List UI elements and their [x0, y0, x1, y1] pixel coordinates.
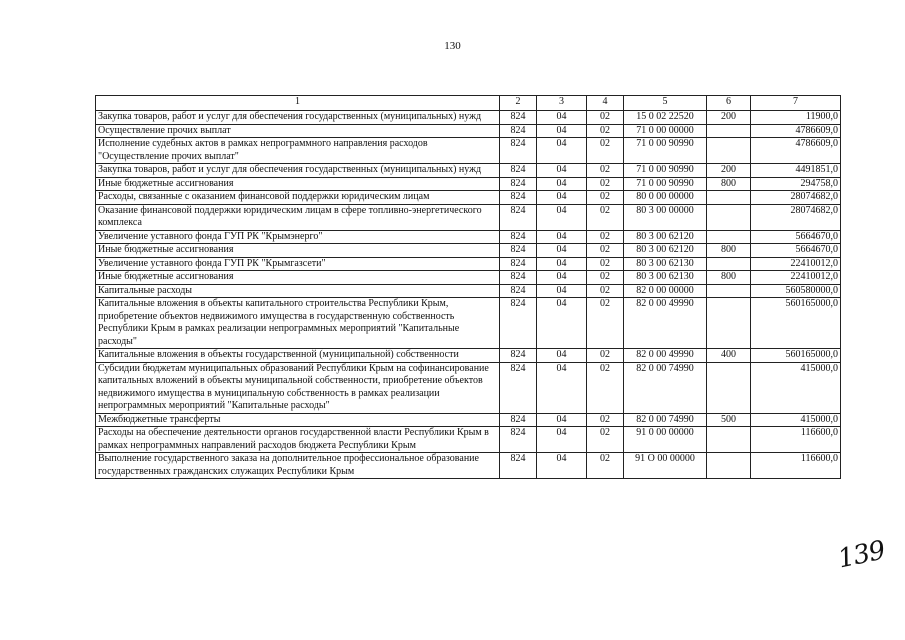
- row-section: 04: [537, 230, 587, 244]
- row-admin-code: 824: [500, 284, 537, 298]
- header-col-6: 6: [707, 96, 751, 111]
- row-amount: 560580000,0: [751, 284, 841, 298]
- row-section: 04: [537, 204, 587, 230]
- row-target-article: 80 3 00 62120: [624, 244, 707, 258]
- row-subsection: 02: [587, 124, 624, 138]
- header-col-2: 2: [500, 96, 537, 111]
- row-amount: 116600,0: [751, 427, 841, 453]
- row-target-article: 80 3 00 62130: [624, 257, 707, 271]
- table-row: [96, 164, 841, 178]
- row-admin-code: 824: [500, 124, 537, 138]
- row-expense-type: 400: [707, 349, 751, 363]
- row-name: Увеличение уставного фонда ГУП РК "Крымгазсети": [96, 257, 500, 271]
- row-amount: 4491851,0: [751, 164, 841, 178]
- row-section: 04: [537, 111, 587, 125]
- row-target-article: 71 0 00 90990: [624, 138, 707, 164]
- row-subsection: 02: [587, 204, 624, 230]
- row-expense-type: 800: [707, 177, 751, 191]
- row-amount: 560165000,0: [751, 349, 841, 363]
- row-section: 04: [537, 138, 587, 164]
- row-expense-type: 800: [707, 271, 751, 285]
- page-number: 130: [444, 40, 461, 52]
- handwritten-page-number: 139: [835, 535, 888, 575]
- row-name: Субсидии бюджетам муниципальных образований Республики Крым на софинансирование капитальных вложений в объекты муниципальной собственности, приобретение объектов недвижимого имущества в муниципальную собственность в рамках реализации непрограммных мероприятий "Капитальные расходы": [96, 362, 500, 413]
- row-name: Выполнение государственного заказа на дополнительное профессиональное образование государственных гражданских служащих Республики Крым: [96, 453, 500, 479]
- row-amount: 28074682,0: [751, 204, 841, 230]
- row-admin-code: 824: [500, 271, 537, 285]
- row-name: Капитальные вложения в объекты капитального строительства Республики Крым, приобретение объектов недвижимого имущества в государственную собственность Республики Крым в рамках реализации непрограммных мероприятий "Капитальные расходы": [96, 298, 500, 349]
- row-target-article: 80 3 00 62130: [624, 271, 707, 285]
- row-section: 04: [537, 244, 587, 258]
- row-section: 04: [537, 362, 587, 413]
- row-amount: 415000,0: [751, 362, 841, 413]
- table-row: [96, 453, 841, 479]
- row-subsection: 02: [587, 413, 624, 427]
- row-subsection: 02: [587, 244, 624, 258]
- table-row: [96, 284, 841, 298]
- row-subsection: 02: [587, 362, 624, 413]
- table-row: [96, 298, 841, 349]
- row-expense-type: [707, 427, 751, 453]
- row-subsection: 02: [587, 138, 624, 164]
- row-target-article: 80 3 00 00000: [624, 204, 707, 230]
- row-target-article: 82 0 00 74990: [624, 362, 707, 413]
- row-name: Капитальные расходы: [96, 284, 500, 298]
- row-admin-code: 824: [500, 230, 537, 244]
- row-expense-type: [707, 138, 751, 164]
- row-subsection: 02: [587, 298, 624, 349]
- row-section: 04: [537, 349, 587, 363]
- row-admin-code: 824: [500, 298, 537, 349]
- row-amount: 294758,0: [751, 177, 841, 191]
- row-name: Исполнение судебных актов в рамках непрограммного направления расходов "Осуществление прочих выплат": [96, 138, 500, 164]
- row-target-article: 71 0 00 90990: [624, 164, 707, 178]
- row-target-article: 80 3 00 62120: [624, 230, 707, 244]
- row-expense-type: 200: [707, 111, 751, 125]
- row-name: Иные бюджетные ассигнования: [96, 244, 500, 258]
- header-col-4: 4: [587, 96, 624, 111]
- row-section: 04: [537, 413, 587, 427]
- row-admin-code: 824: [500, 244, 537, 258]
- header-row: [96, 96, 841, 111]
- row-expense-type: [707, 284, 751, 298]
- row-admin-code: 824: [500, 177, 537, 191]
- row-expense-type: 200: [707, 164, 751, 178]
- row-subsection: 02: [587, 111, 624, 125]
- table-row: [96, 177, 841, 191]
- row-section: 04: [537, 164, 587, 178]
- table-row: [96, 191, 841, 205]
- row-admin-code: 824: [500, 453, 537, 479]
- row-section: 04: [537, 257, 587, 271]
- row-section: 04: [537, 298, 587, 349]
- row-target-article: 71 0 00 00000: [624, 124, 707, 138]
- row-admin-code: 824: [500, 204, 537, 230]
- row-expense-type: [707, 230, 751, 244]
- table-row: [96, 138, 841, 164]
- table-row: [96, 111, 841, 125]
- row-admin-code: 824: [500, 191, 537, 205]
- row-subsection: 02: [587, 191, 624, 205]
- row-section: 04: [537, 284, 587, 298]
- table-row: [96, 230, 841, 244]
- row-subsection: 02: [587, 164, 624, 178]
- row-admin-code: 824: [500, 138, 537, 164]
- table-row: [96, 349, 841, 363]
- row-expense-type: [707, 298, 751, 349]
- row-name: Иные бюджетные ассигнования: [96, 177, 500, 191]
- header-col-7: 7: [751, 96, 841, 111]
- row-subsection: 02: [587, 271, 624, 285]
- row-admin-code: 824: [500, 362, 537, 413]
- row-name: Осуществление прочих выплат: [96, 124, 500, 138]
- table-row: [96, 257, 841, 271]
- row-amount: 22410012,0: [751, 271, 841, 285]
- row-subsection: 02: [587, 257, 624, 271]
- row-subsection: 02: [587, 427, 624, 453]
- row-subsection: 02: [587, 284, 624, 298]
- row-expense-type: 500: [707, 413, 751, 427]
- row-name: Закупка товаров, работ и услуг для обеспечения государственных (муниципальных) нужд: [96, 111, 500, 125]
- row-target-article: 82 0 00 49990: [624, 298, 707, 349]
- row-amount: 4786609,0: [751, 124, 841, 138]
- row-admin-code: 824: [500, 111, 537, 125]
- row-section: 04: [537, 427, 587, 453]
- header-col-1: 1: [96, 96, 500, 111]
- table-row: [96, 413, 841, 427]
- row-subsection: 02: [587, 177, 624, 191]
- row-section: 04: [537, 124, 587, 138]
- row-name: Увеличение уставного фонда ГУП РК "Крымэнерго": [96, 230, 500, 244]
- row-expense-type: [707, 453, 751, 479]
- row-expense-type: [707, 204, 751, 230]
- row-expense-type: [707, 191, 751, 205]
- row-subsection: 02: [587, 230, 624, 244]
- row-target-article: 82 0 00 49990: [624, 349, 707, 363]
- table-row: [96, 124, 841, 138]
- row-section: 04: [537, 177, 587, 191]
- row-name: Оказание финансовой поддержки юридическим лицам в сфере топливно-энергетического комплекса: [96, 204, 500, 230]
- table-row: [96, 271, 841, 285]
- row-target-article: 71 0 00 90990: [624, 177, 707, 191]
- row-name: Закупка товаров, работ и услуг для обеспечения государственных (муниципальных) нужд: [96, 164, 500, 178]
- row-amount: 560165000,0: [751, 298, 841, 349]
- row-amount: 415000,0: [751, 413, 841, 427]
- table-row: [96, 362, 841, 413]
- row-section: 04: [537, 271, 587, 285]
- row-subsection: 02: [587, 453, 624, 479]
- row-name: Иные бюджетные ассигнования: [96, 271, 500, 285]
- row-amount: 28074682,0: [751, 191, 841, 205]
- row-admin-code: 824: [500, 427, 537, 453]
- row-name: Расходы на обеспечение деятельности органов государственной власти Республики Крым в рамках непрограммных направлений расходов бюджета Республики Крым: [96, 427, 500, 453]
- row-expense-type: [707, 362, 751, 413]
- table-row: [96, 244, 841, 258]
- table-row: [96, 204, 841, 230]
- row-target-article: 91 0 00 00000: [624, 427, 707, 453]
- row-subsection: 02: [587, 349, 624, 363]
- row-amount: 4786609,0: [751, 138, 841, 164]
- row-expense-type: [707, 257, 751, 271]
- row-section: 04: [537, 453, 587, 479]
- row-amount: 5664670,0: [751, 244, 841, 258]
- row-section: 04: [537, 191, 587, 205]
- row-name: Капитальные вложения в объекты государственной (муниципальной) собственности: [96, 349, 500, 363]
- row-target-article: 82 0 00 74990: [624, 413, 707, 427]
- row-amount: 116600,0: [751, 453, 841, 479]
- row-admin-code: 824: [500, 413, 537, 427]
- row-expense-type: 800: [707, 244, 751, 258]
- row-name: Расходы, связанные с оказанием финансовой поддержки юридическим лицам: [96, 191, 500, 205]
- row-admin-code: 824: [500, 164, 537, 178]
- row-amount: 22410012,0: [751, 257, 841, 271]
- row-name: Межбюджетные трансферты: [96, 413, 500, 427]
- table-row: [96, 427, 841, 453]
- row-amount: 5664670,0: [751, 230, 841, 244]
- header-col-3: 3: [537, 96, 587, 111]
- row-target-article: 15 0 02 22520: [624, 111, 707, 125]
- budget-table: [95, 95, 841, 479]
- header-col-5: 5: [624, 96, 707, 111]
- row-target-article: 82 0 00 00000: [624, 284, 707, 298]
- row-target-article: 91 О 00 00000: [624, 453, 707, 479]
- row-target-article: 80 0 00 00000: [624, 191, 707, 205]
- row-expense-type: [707, 124, 751, 138]
- row-admin-code: 824: [500, 349, 537, 363]
- row-amount: 11900,0: [751, 111, 841, 125]
- row-admin-code: 824: [500, 257, 537, 271]
